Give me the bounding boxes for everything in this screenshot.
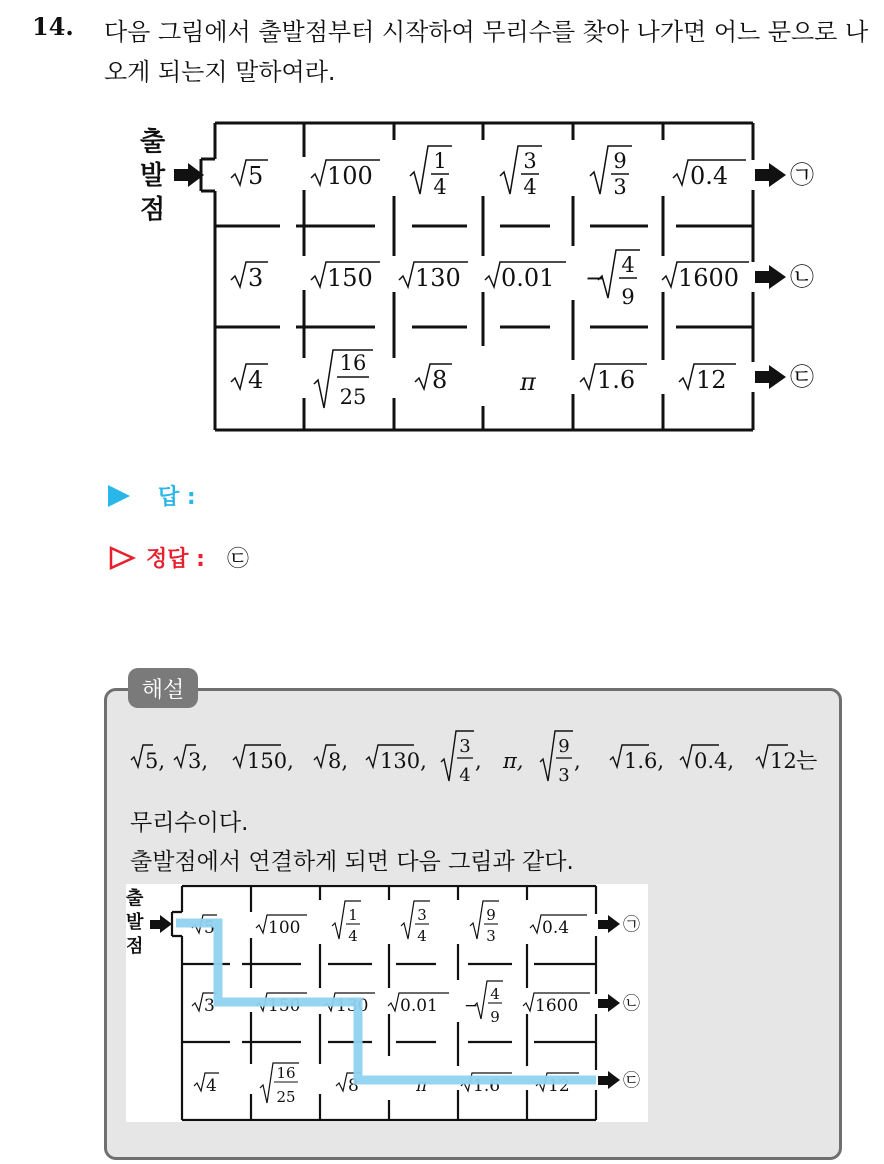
exit-label-2: ㉡ xyxy=(790,263,814,291)
svg-text:1600: 1600 xyxy=(535,996,579,1016)
svg-text:−: − xyxy=(464,996,479,1016)
start-label-char-2: 발 xyxy=(140,161,166,191)
svg-text:9: 9 xyxy=(486,906,496,924)
maze-cell xyxy=(231,364,268,394)
svg-text:130: 130 xyxy=(415,264,461,292)
svg-text:π: π xyxy=(520,368,536,396)
correct-answer-row xyxy=(108,542,249,573)
maze-cell xyxy=(662,262,749,292)
svg-text:100: 100 xyxy=(268,918,301,938)
svg-text:1: 1 xyxy=(433,149,447,173)
explanation-tag: 해설 xyxy=(128,668,198,708)
maze-cell xyxy=(673,160,746,190)
start-label-char-1: 출 xyxy=(140,127,166,157)
svg-text:0.4: 0.4 xyxy=(542,918,570,938)
svg-text:12: 12 xyxy=(548,1076,570,1096)
svg-text:4: 4 xyxy=(523,175,537,199)
svg-text:0.4: 0.4 xyxy=(690,162,729,190)
start-label xyxy=(140,127,166,225)
maze-cell xyxy=(500,146,542,199)
exit-label-3: ㉢ xyxy=(790,363,814,391)
svg-text:8: 8 xyxy=(348,1076,359,1096)
svg-text:9: 9 xyxy=(490,1008,500,1026)
small-exit-label-2: ㉡ xyxy=(623,994,640,1014)
svg-text:−: − xyxy=(585,264,606,292)
svg-text:5: 5 xyxy=(204,918,215,938)
svg-text:3: 3 xyxy=(523,149,537,173)
small-start-label-char-1: 출 xyxy=(126,888,144,909)
svg-text:16: 16 xyxy=(339,351,367,375)
correct-answer-value: ㉢ xyxy=(226,547,249,572)
exit-arrow-icon xyxy=(755,265,786,289)
svg-text:4: 4 xyxy=(490,985,500,1003)
small-exit-label-1: ㉠ xyxy=(623,915,640,935)
svg-text:0.01: 0.01 xyxy=(501,264,555,292)
exit-label-1: ㉠ xyxy=(790,161,814,189)
svg-text:12: 12 xyxy=(696,366,727,394)
svg-text:4: 4 xyxy=(417,927,427,945)
svg-text:,: , xyxy=(574,749,581,773)
svg-text:8: 8 xyxy=(432,366,448,394)
svg-text:3,: 3, xyxy=(188,749,209,773)
svg-text:25: 25 xyxy=(276,1088,296,1106)
exit-arrow-icon xyxy=(755,163,786,187)
svg-text:130: 130 xyxy=(336,996,369,1016)
svg-text:150,: 150, xyxy=(247,749,294,773)
question-number: 14. xyxy=(32,12,74,41)
explanation-line1-suffix: 는 xyxy=(796,749,818,774)
svg-text:0.01: 0.01 xyxy=(400,996,438,1016)
svg-text:100: 100 xyxy=(327,162,373,190)
svg-text:130,: 130, xyxy=(380,749,427,773)
correct-triangle-icon xyxy=(108,545,138,571)
explanation-irrational-list xyxy=(0,720,884,800)
small-start-label-char-3: 점 xyxy=(126,936,144,957)
svg-text:4: 4 xyxy=(348,927,358,945)
maze-cell xyxy=(590,146,632,199)
svg-text:9: 9 xyxy=(613,149,627,173)
maze-cell xyxy=(485,262,566,292)
maze-cell xyxy=(415,364,452,394)
svg-text:150: 150 xyxy=(327,264,373,292)
maze-cell xyxy=(314,350,373,409)
svg-text:5: 5 xyxy=(248,162,264,190)
svg-text:150: 150 xyxy=(268,996,301,1016)
maze-cell xyxy=(519,368,537,396)
question-text: 다음 그림에서 출발점부터 시작하여 무리수를 찾아 나가면 어느 문으로 나오게 되는지 말하여라. xyxy=(104,18,869,86)
explanation-line3: 출발점에서 연결하게 되면 다음 그림과 같다. xyxy=(130,849,574,875)
maze-cell xyxy=(399,262,468,292)
svg-text:4: 4 xyxy=(433,175,447,199)
svg-text:π,: π, xyxy=(503,749,524,773)
maze-figure xyxy=(0,0,884,460)
svg-text:3: 3 xyxy=(204,996,215,1016)
svg-text:1: 1 xyxy=(348,906,358,924)
svg-text:8,: 8, xyxy=(328,749,349,773)
svg-text:1600: 1600 xyxy=(678,264,740,292)
small-exit-label-3: ㉢ xyxy=(623,1071,640,1091)
maze-walls xyxy=(201,123,753,430)
svg-text:3: 3 xyxy=(417,906,427,924)
answer-row xyxy=(108,480,196,511)
svg-text:3: 3 xyxy=(558,765,570,786)
exit-arrow-icon xyxy=(755,365,786,389)
explanation-line2: 무리수이다. xyxy=(130,810,249,836)
svg-text:,: , xyxy=(475,749,482,773)
svg-text:16: 16 xyxy=(276,1064,296,1082)
correct-answer-label: 정답 : xyxy=(146,547,205,572)
svg-text:25: 25 xyxy=(339,385,367,409)
maze-cell xyxy=(231,160,268,190)
answer-triangle-icon xyxy=(108,485,130,507)
svg-text:4: 4 xyxy=(621,253,635,277)
svg-text:9: 9 xyxy=(558,736,570,757)
small-start-label-char-2: 발 xyxy=(126,912,144,933)
svg-text:4: 4 xyxy=(206,1076,217,1096)
answer-label: 답 : xyxy=(158,485,196,510)
exit-arrows xyxy=(755,161,814,391)
maze-cell xyxy=(585,250,640,309)
maze-cell xyxy=(679,364,736,394)
svg-text:1.6: 1.6 xyxy=(473,1076,501,1096)
svg-text:4: 4 xyxy=(248,366,264,394)
explanation-maze-figure xyxy=(126,884,648,1122)
start-label-char-3: 점 xyxy=(140,195,166,225)
svg-text:12: 12 xyxy=(770,749,797,773)
svg-text:3: 3 xyxy=(459,736,471,757)
svg-text:1.6: 1.6 xyxy=(597,366,636,394)
maze-cell xyxy=(410,146,452,199)
maze-cell xyxy=(311,262,380,292)
svg-text:5,: 5, xyxy=(145,749,166,773)
svg-text:1.6,: 1.6, xyxy=(624,749,665,773)
svg-text:π: π xyxy=(416,1076,428,1096)
svg-text:3: 3 xyxy=(613,175,627,199)
svg-text:0.4,: 0.4, xyxy=(694,749,735,773)
svg-text:3: 3 xyxy=(248,264,264,292)
svg-text:9: 9 xyxy=(621,285,635,309)
maze-cell xyxy=(311,160,380,190)
svg-text:3: 3 xyxy=(486,927,496,945)
svg-text:4: 4 xyxy=(459,765,471,786)
maze-cell xyxy=(231,262,268,292)
maze-cell xyxy=(580,364,647,394)
